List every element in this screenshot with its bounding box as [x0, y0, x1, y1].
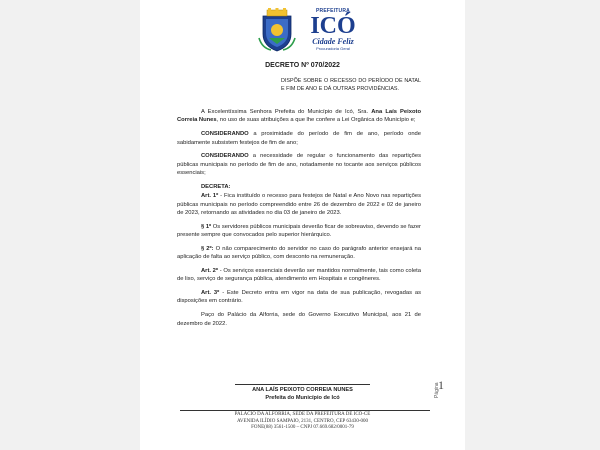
coat-of-arms-logo: [257, 8, 297, 52]
considerando-paragraph-1: [177, 130, 421, 147]
article-3: [177, 289, 421, 306]
preamble-paragraph: [177, 108, 421, 125]
footer-line-2: AVENIDA ILÍDIO SAMPAIO, 2131, CENTRO, CEP 63430-000: [236, 418, 369, 424]
paragraph-2-text: O não comparecimento do servidor no caso do parágrafo anterior ensejará na aplicação de falta ao serviço público, com desconto na remuneração.: [177, 245, 421, 261]
article-3-label: Art. 3º: [201, 290, 220, 297]
preamble-start: A Excelentíssima Senhora Prefeita do Município de Icó, Sra.: [201, 109, 372, 115]
article-1: [177, 192, 421, 217]
article-2-text: - Os serviços essenciais deverão ser mantidos normalmente, tais como coleta de lixo, serviço de segurança pública, atendimento em Hospitais e congêneres.: [177, 267, 421, 283]
article-2-label: Art. 2º: [201, 267, 219, 274]
signature-line: [235, 384, 370, 385]
article-3-text: - Este Decreto entra em vigor na data de sua publicação, revogadas as disposições em contrário.: [177, 290, 422, 305]
municipality-brand: [298, 8, 368, 51]
brand-slogan: Cidade Feliz: [312, 37, 354, 46]
footer-line-1: PALÁCIO DA ALFORRIA, SEDE DA PREFEITURA DE ICÓ-CE: [234, 412, 371, 417]
paragraph-2: [177, 245, 421, 262]
decreta-heading: DECRETA:: [201, 183, 231, 190]
document-page: [140, 0, 465, 450]
brand-prefeitura: PREFEITURA: [316, 8, 350, 14]
footer-divider: [180, 410, 430, 411]
signature-block: [140, 386, 465, 402]
footer-line-3: FONE(88) 3561-1500 – CNPJ 07.669.682/0001-79: [251, 425, 354, 431]
page-number: 1: [438, 378, 444, 392]
article-2: [177, 267, 421, 284]
closing-paragraph: Paço do Palácio da Alforria, sede do Governo Executivo Municipal, aos 21 de dezembro de 2022.: [177, 312, 421, 327]
decree-body: [177, 108, 421, 333]
article-1-text: - Fica instituído o recesso para festejos de Natal e Ano Novo nas repartições públicas municipais no período compreendido entre 26 de dezembro de 2022 e 02 de janeiro de 2023, retornando as atividades no dia 03 de janeiro de 2023.: [177, 193, 421, 217]
mayor-name: Ana Laís Peixoto Correia Nunes: [177, 109, 421, 124]
considerando-text-1: a proximidade do período de fim de ano, período onde sabidamente subsistem festejos de fim de ano;: [177, 131, 421, 146]
article-1-label: Art. 1º: [201, 193, 219, 200]
paragraph-2-label: § 2º:: [201, 245, 214, 252]
page-stamp: [432, 380, 462, 410]
considerando-text-2: a necessidade de regular o funcionamento das repartições públicas municipais no período de fim de ano, notadamente no tocante aos serviços públicos essenciais;: [177, 153, 421, 177]
signer-name: ANA LAÍS PEIXOTO CORREIA NUNES: [252, 387, 353, 393]
brand-department: Procuradoria Geral: [316, 46, 350, 51]
page-label: Página: [434, 382, 440, 398]
considerando-label: CONSIDERANDO: [201, 153, 249, 160]
paragraph-1: [177, 223, 421, 240]
paragraph-1-label: § 1º: [201, 223, 212, 230]
brand-city-name: ICÓ: [310, 13, 356, 39]
decree-ementa: DISPÕE SOBRE O RECESSO DO PERÍODO DE NATAL E FIM DE ANO E DÁ OUTRAS PROVIDÊNCIAS.: [281, 78, 421, 92]
signer-role: Prefeita do Município de Icó: [265, 395, 340, 401]
preamble-end: , no uso de suas atribuições a que lhe confere a Lei Orgânica do Município e;: [216, 117, 416, 124]
decree-title: DECRETO Nº 070/2022: [265, 62, 340, 69]
footer-address: [140, 412, 465, 432]
considerando-label: CONSIDERANDO: [201, 131, 249, 138]
paragraph-1-text: Os servidores públicos municipais deverão ficar de sobreaviso, devendo se fazer presente sempre que convocados pelo superior hierárquico.: [177, 223, 421, 239]
considerando-paragraph-2: [177, 152, 421, 177]
